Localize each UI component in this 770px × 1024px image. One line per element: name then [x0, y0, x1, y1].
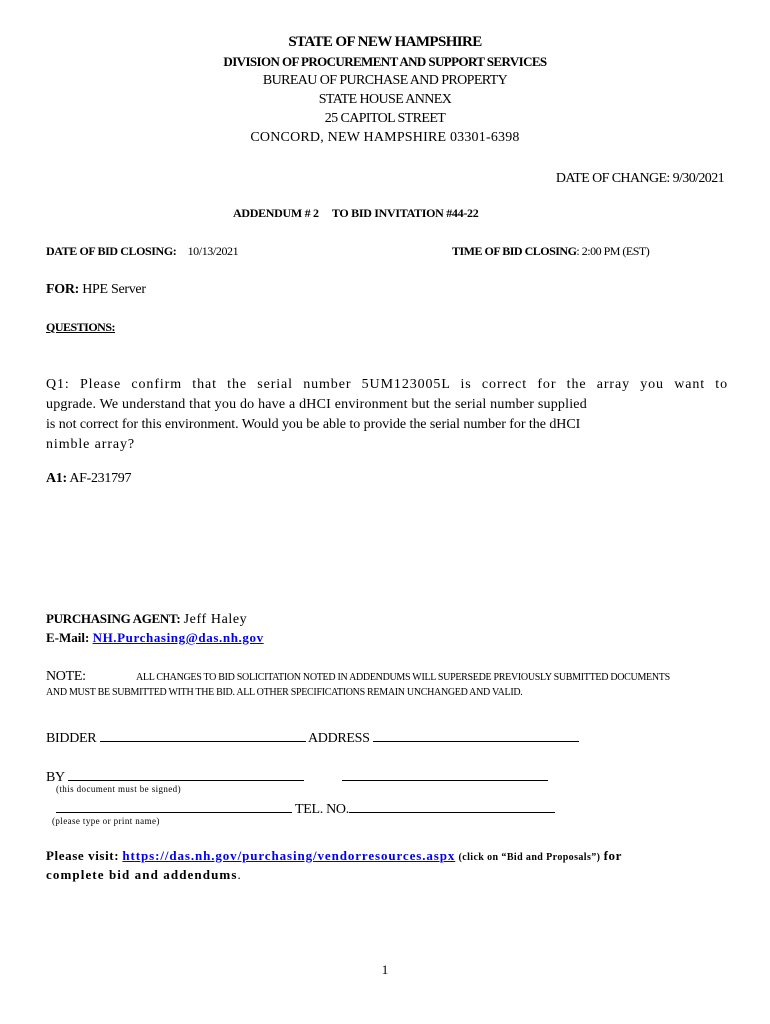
- for-label: FOR:: [46, 282, 80, 297]
- question-1: [46, 375, 728, 455]
- visit-line-1: [46, 848, 622, 864]
- bureau-name: BUREAU OF PURCHASE AND PROPERTY: [262, 73, 508, 88]
- bid-invitation-label: TO BID INVITATION #44-22: [331, 206, 479, 220]
- email-link[interactable]: NH.Purchasing@das.nh.gov: [92, 630, 264, 645]
- state-title: STATE OF NEW HAMPSHIRE: [288, 34, 482, 50]
- bid-closing-time-value: : 2:00 PM (EST): [576, 244, 650, 258]
- address-field[interactable]: [373, 727, 579, 742]
- by-row: [46, 766, 548, 786]
- visit-prefix: Please visit:: [46, 848, 120, 863]
- tel-label: TEL. NO.: [294, 802, 349, 817]
- building-name: STATE HOUSE ANNEX: [318, 92, 452, 107]
- answer-1-value: AF-231797: [69, 471, 132, 486]
- email-label: E-Mail:: [46, 630, 90, 645]
- bidder-label: BIDDER: [46, 731, 97, 746]
- note-label: NOTE:: [46, 669, 86, 684]
- address-label: ADDRESS: [307, 731, 370, 746]
- street-address: 25 CAPITOL STREET: [324, 111, 446, 126]
- for-line: [46, 282, 146, 298]
- bid-closing-date-value: 10/13/2021: [187, 244, 239, 258]
- tel-row: [56, 798, 555, 818]
- for-value: HPE Server: [82, 282, 146, 297]
- question-1-line-1: Q1: Please confirm that the serial number 5UM123005L is correct for the array you want to: [46, 377, 728, 392]
- bid-closing-time: [452, 244, 649, 259]
- bidder-row: [46, 727, 579, 747]
- by-label: BY: [46, 770, 65, 785]
- answer-1: [46, 471, 131, 487]
- visit-suffix: complete bid and addendums: [46, 867, 238, 882]
- bid-closing-time-label: TIME OF BID CLOSING: [452, 244, 577, 258]
- answer-1-label: A1:: [46, 471, 67, 486]
- date-of-change: DATE OF CHANGE: 9/30/2021: [555, 171, 724, 186]
- question-1-line-3: is not correct for this environment. Would you be able to provide the serial number for the dHCI: [46, 417, 581, 432]
- city-address: CONCORD, NEW HAMPSHIRE 03301-6398: [250, 130, 520, 145]
- printed-name-field[interactable]: [56, 798, 292, 813]
- email-line: [46, 630, 264, 646]
- visit-period: .: [237, 867, 242, 882]
- click-hint: (click on “Bid and Proposals”): [458, 852, 601, 863]
- questions-heading: QUESTIONS:: [46, 320, 116, 334]
- addendum-label: ADDENDUM # 2: [233, 206, 319, 220]
- addendum-title: [233, 206, 478, 221]
- vendor-resources-link[interactable]: https://das.nh.gov/purchasing/vendorresources.aspx: [122, 848, 456, 863]
- purchasing-agent-label: PURCHASING AGENT:: [46, 611, 181, 626]
- bidder-field[interactable]: [100, 727, 306, 742]
- bid-closing-date-label: DATE OF BID CLOSING:: [46, 244, 177, 258]
- tel-field[interactable]: [349, 798, 555, 813]
- purchasing-agent-name: Jeff Haley: [183, 612, 248, 627]
- note-line-2: AND MUST BE SUBMITTED WITH THE BID. ALL OTHER SPECIFICATIONS REMAIN UNCHANGED AND VALID.: [46, 687, 523, 698]
- signature-field[interactable]: [68, 766, 304, 781]
- question-1-line-2: upgrade. We understand that you do have a dHCI environment but the serial number supplied: [46, 397, 587, 412]
- visit-line-2: [46, 867, 242, 883]
- print-hint: (please type or print name): [52, 816, 160, 826]
- question-1-line-4: nimble array?: [46, 437, 136, 452]
- purchasing-agent: [46, 611, 247, 628]
- signed-hint: (this document must be signed): [56, 784, 181, 794]
- note-line-1: ALL CHANGES TO BID SOLICITATION NOTED IN ADDENDUMS WILL SUPERSEDE PREVIOUSLY SUBMITTED DOCUMENTS: [136, 672, 670, 683]
- page-number: 1: [381, 962, 389, 977]
- bid-closing-date: [46, 244, 238, 259]
- visit-suffix-for: for: [603, 848, 623, 863]
- by-secondary-field[interactable]: [342, 766, 548, 781]
- division-name: DIVISION OF PROCUREMENT AND SUPPORT SERVICES: [223, 54, 547, 69]
